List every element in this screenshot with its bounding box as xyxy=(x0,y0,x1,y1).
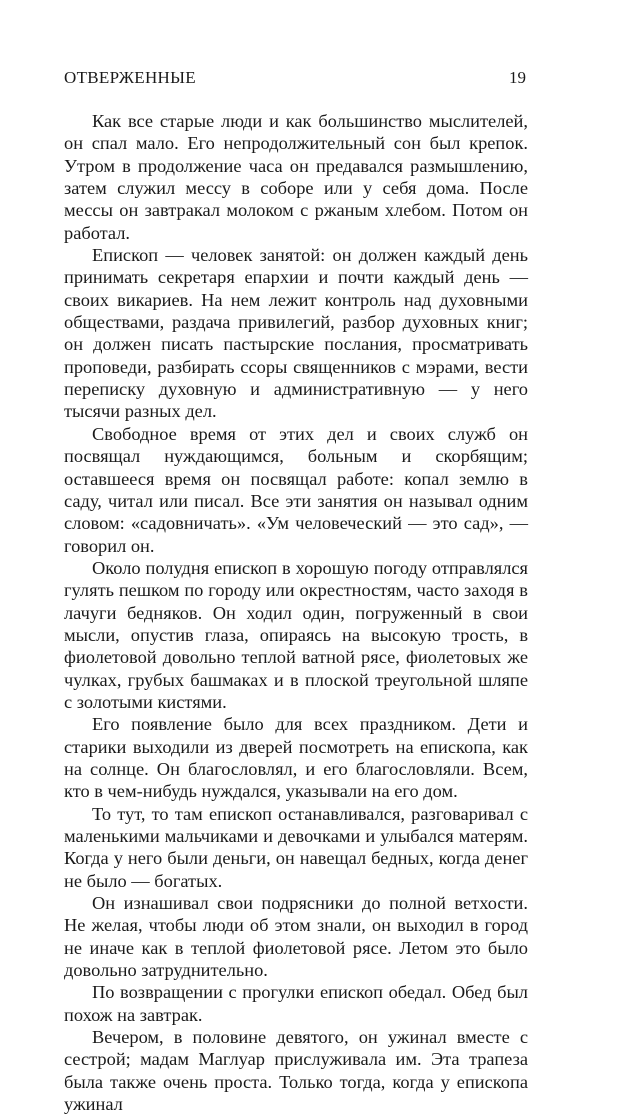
paragraph: По возвращении с прогулки епископ обедал. Обед был похож на завтрак. xyxy=(64,982,528,1025)
paragraph: Около полудня епископ в хорошую погоду отправлялся гулять пешком по городу или окрестностям, часто заходя в лачуги бедняков. Он ходил один, погруженный в свои мысли, опустив глаза, опираясь на высокую трость, в фиолетовой довольно теплой ватной рясе, фиолетовых же чулках, грубых башмаках и в плоской треугольной шляпе с золотыми кистями. xyxy=(64,557,528,712)
paragraph: То тут, то там епископ останавливался, разговаривал с маленькими мальчиками и девочками и улыбался матерям. Когда у него были деньги, он навещал бедных, когда денег не было — богатых. xyxy=(64,803,528,891)
body-text xyxy=(64,110,528,1115)
paragraph: Его появление было для всех праздником. Дети и старики выходили из дверей посмотреть на епископа, как на солнце. Он благословлял, и его благословляли. Всем, кто в чем-нибудь нуждался, указывали на его дом. xyxy=(64,714,528,802)
running-head xyxy=(64,66,526,90)
paragraph: Как все старые люди и как большинство мыслителей, он спал мало. Его непродолжительный сон был крепок. Утром в продолжение часа он предавался размышлению, затем служил мессу в соборе или у себя дома. После мессы он завтракал молоком с ржаным хлебом. Потом он работал. xyxy=(64,111,528,243)
paragraph: Вечером, в половине девятого, он ужинал вместе с сестрой; мадам Маглуар прислуживала им. Эта трапеза была также очень проста. Только тогда, когда у епископа ужинал xyxy=(64,1027,528,1115)
paragraph: Свободное время от этих дел и своих служб он посвящал нуждающимся, больным и скорбящим; оставшееся время он посвящал работе: копал землю в саду, читал или писал. Все эти занятия он называл одним словом: «садовничать». «Ум человеческий — это сад», — говорил он. xyxy=(64,423,528,556)
running-head-title: ОТВЕРЖЕННЫЕ xyxy=(64,68,196,87)
paragraph: Епископ — человек занятой: он должен каждый день принимать секретаря епархии и почти каждый день — своих викариев. На нем лежит контроль над духовными обществами, раздача привилегий, разбор духовных книг; он должен писать пастырские послания, просматривать проповеди, разбирать ссоры священников с мэрами, вести переписку духовную и административную — у него тысячи разных дел. xyxy=(64,245,528,422)
paragraph: Он изнашивал свои подрясники до полной ветхости. Не желая, чтобы люди об этом знали, он выходил в город не иначе как в теплой фиолетовой рясе. Летом это было довольно затруднительно. xyxy=(64,893,528,981)
page-number: 19 xyxy=(509,68,526,87)
